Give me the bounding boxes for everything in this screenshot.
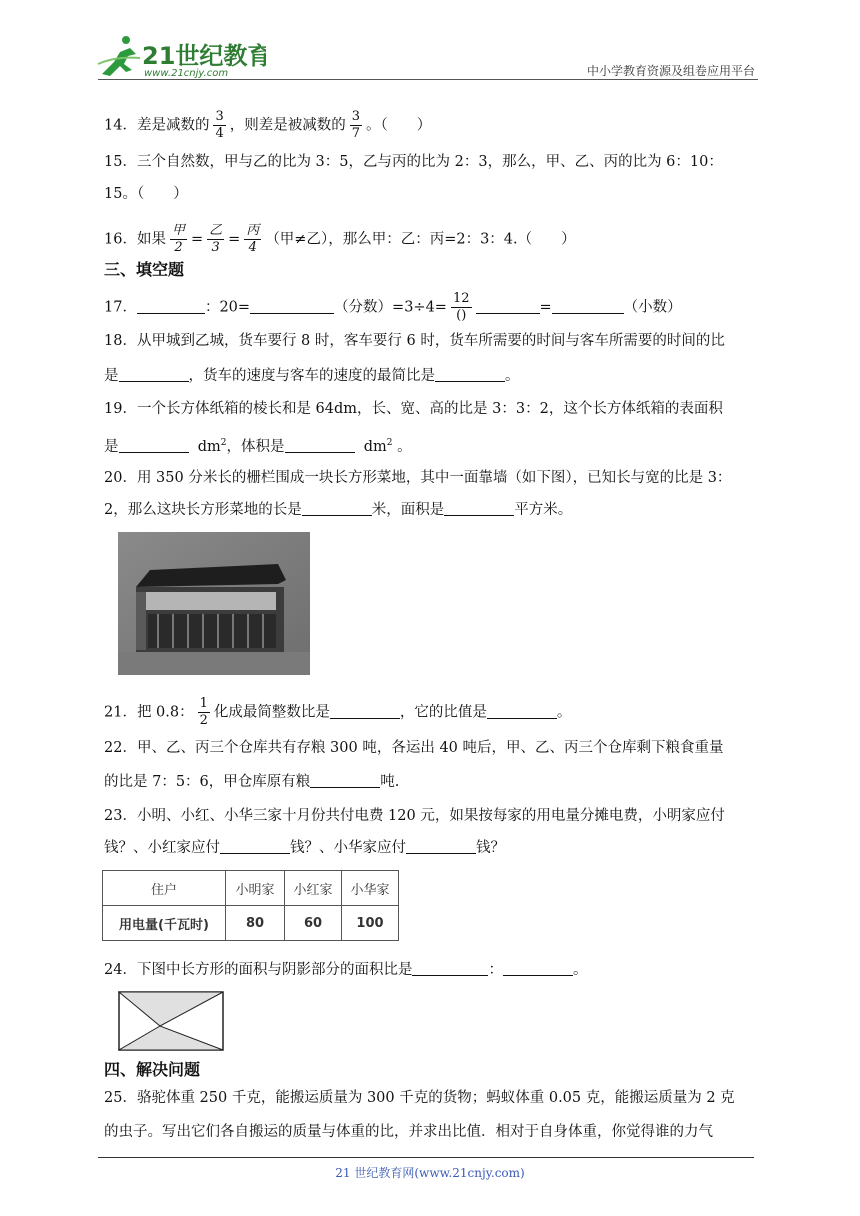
question-20-line1: 20．用 350 分米长的栅栏围成一块长方形菜地，其中一面靠墙（如下图），已知长与宽的比是 3： (104, 470, 732, 486)
question-17: 17． ：20= （分数）=3÷4= $\frac{12}{()}$ = （小数） (104, 291, 682, 323)
answer-blank[interactable] (310, 773, 380, 788)
answer-blank[interactable] (503, 961, 573, 976)
question-25-line1: 25．骆驼体重 250 千克，能搬运质量为 300 千克的货物；蚂蚁体重 0.05 克，能搬运质量为 2 克 (104, 1090, 735, 1106)
answer-blank[interactable] (220, 839, 290, 854)
rectangle-figure (118, 991, 224, 1051)
platform-name: 中小学教育资源及组卷应用平台 (586, 64, 755, 78)
question-18-line2: 是 ，货车的速度与客车的速度的最简比是 。 (104, 368, 520, 384)
section-3-title: 三、填空题 (104, 260, 185, 279)
question-23-line2: 钱？、小红家应付 钱？、小华家应付 钱？ (104, 840, 505, 856)
svg-text:21世纪教育: 21世纪教育 (142, 42, 266, 70)
svg-text:www.21cnjy.com: www.21cnjy.com (144, 68, 229, 79)
question-16: 16．如果 $\frac{\text{甲}}{2}$ = $\frac{\text{乙}}{3}$ = $\frac{\text{丙}}{4}$ （甲≠乙），那么甲：乙：丙=2：3：4.（ ） (104, 223, 576, 255)
answer-blank[interactable] (444, 501, 514, 516)
question-20-line2: 2，那么这块长方形菜地的长是 米，面积是 平方米。 (104, 502, 573, 518)
table-cell: 80 (226, 906, 285, 941)
site-logo (96, 34, 266, 80)
question-15-line2: 15。（ ） (104, 186, 188, 202)
question-19-line1: 19．一个长方体纸箱的棱长和是 64dm，长、宽、高的比是 3：3：2，这个长方体纸箱的表面积 (104, 401, 723, 417)
answer-blank[interactable] (285, 438, 355, 453)
question-22-line1: 22．甲、乙、丙三个仓库共有存粮 300 吨，各运出 40 吨后，甲、乙、丙三个仓库剩下粮食重量 (104, 740, 724, 756)
answer-blank[interactable] (435, 367, 505, 382)
question-14: 14．差是减数的 $\frac{3}{4}$ ，则差是被减数的 $\frac{3}{7}$ 。（ ） (104, 109, 432, 141)
answer-blank[interactable] (250, 299, 334, 314)
answer-blank[interactable] (412, 961, 488, 976)
answer-blank[interactable] (552, 299, 624, 314)
answer-blank[interactable] (137, 299, 205, 314)
table-cell: 100 (342, 906, 399, 941)
footer-divider (98, 1157, 754, 1158)
question-23-line1: 23．小明、小红、小华三家十月份共付电费 120 元，如果按每家的用电量分摊电费，小明家应付 (104, 808, 725, 824)
table-header-cell: 小明家 (226, 871, 285, 906)
answer-blank[interactable] (119, 367, 189, 382)
question-22-line2: 的比是 7：5：6，甲仓库原有粮 吨. (104, 774, 400, 790)
table-row (103, 906, 399, 941)
answer-blank[interactable] (487, 704, 557, 719)
electricity-table (102, 870, 399, 941)
runner-icon (98, 36, 140, 76)
answer-blank[interactable] (406, 839, 476, 854)
table-header-cell: 小华家 (342, 871, 399, 906)
answer-blank[interactable] (302, 501, 372, 516)
question-21: 21．把 0.8： $\frac{1}{2}$ 化成最简整数比是 ，它的比值是 。 (104, 696, 572, 728)
garden-photo (118, 532, 310, 675)
question-19-line2: 是 $dm^2$，体积是 $dm^2$ 。 (104, 438, 412, 455)
table-cell: 60 (285, 906, 342, 941)
footer-text[interactable]: 21 世纪教育网(www.21cnjy.com) (335, 1166, 525, 1180)
table-row (103, 871, 399, 906)
header-divider (98, 79, 758, 80)
answer-blank[interactable] (476, 299, 540, 314)
question-15-line1: 15．三个自然数，甲与乙的比为 3：5，乙与丙的比为 2：3，那么，甲、乙、丙的比为 6：10： (104, 154, 723, 170)
question-24: 24．下图中长方形的面积与阴影部分的面积比是 ： 。 (104, 962, 588, 978)
answer-blank[interactable] (330, 704, 400, 719)
answer-blank[interactable] (119, 438, 189, 453)
section-4-title: 四、解决问题 (104, 1060, 201, 1079)
question-18-line1: 18．从甲城到乙城，货车要行 8 时，客车要行 6 时，货车所需要的时间与客车所需要的时间的比 (104, 333, 725, 349)
question-25-line2: 的虫子。写出它们各自搬运的质量与体重的比，并求出比值．相对于自身体重，你觉得谁的力气 (104, 1124, 713, 1140)
table-cell: 用电量(千瓦时) (103, 906, 226, 941)
table-header-cell: 住户 (103, 871, 226, 906)
table-header-cell: 小红家 (285, 871, 342, 906)
